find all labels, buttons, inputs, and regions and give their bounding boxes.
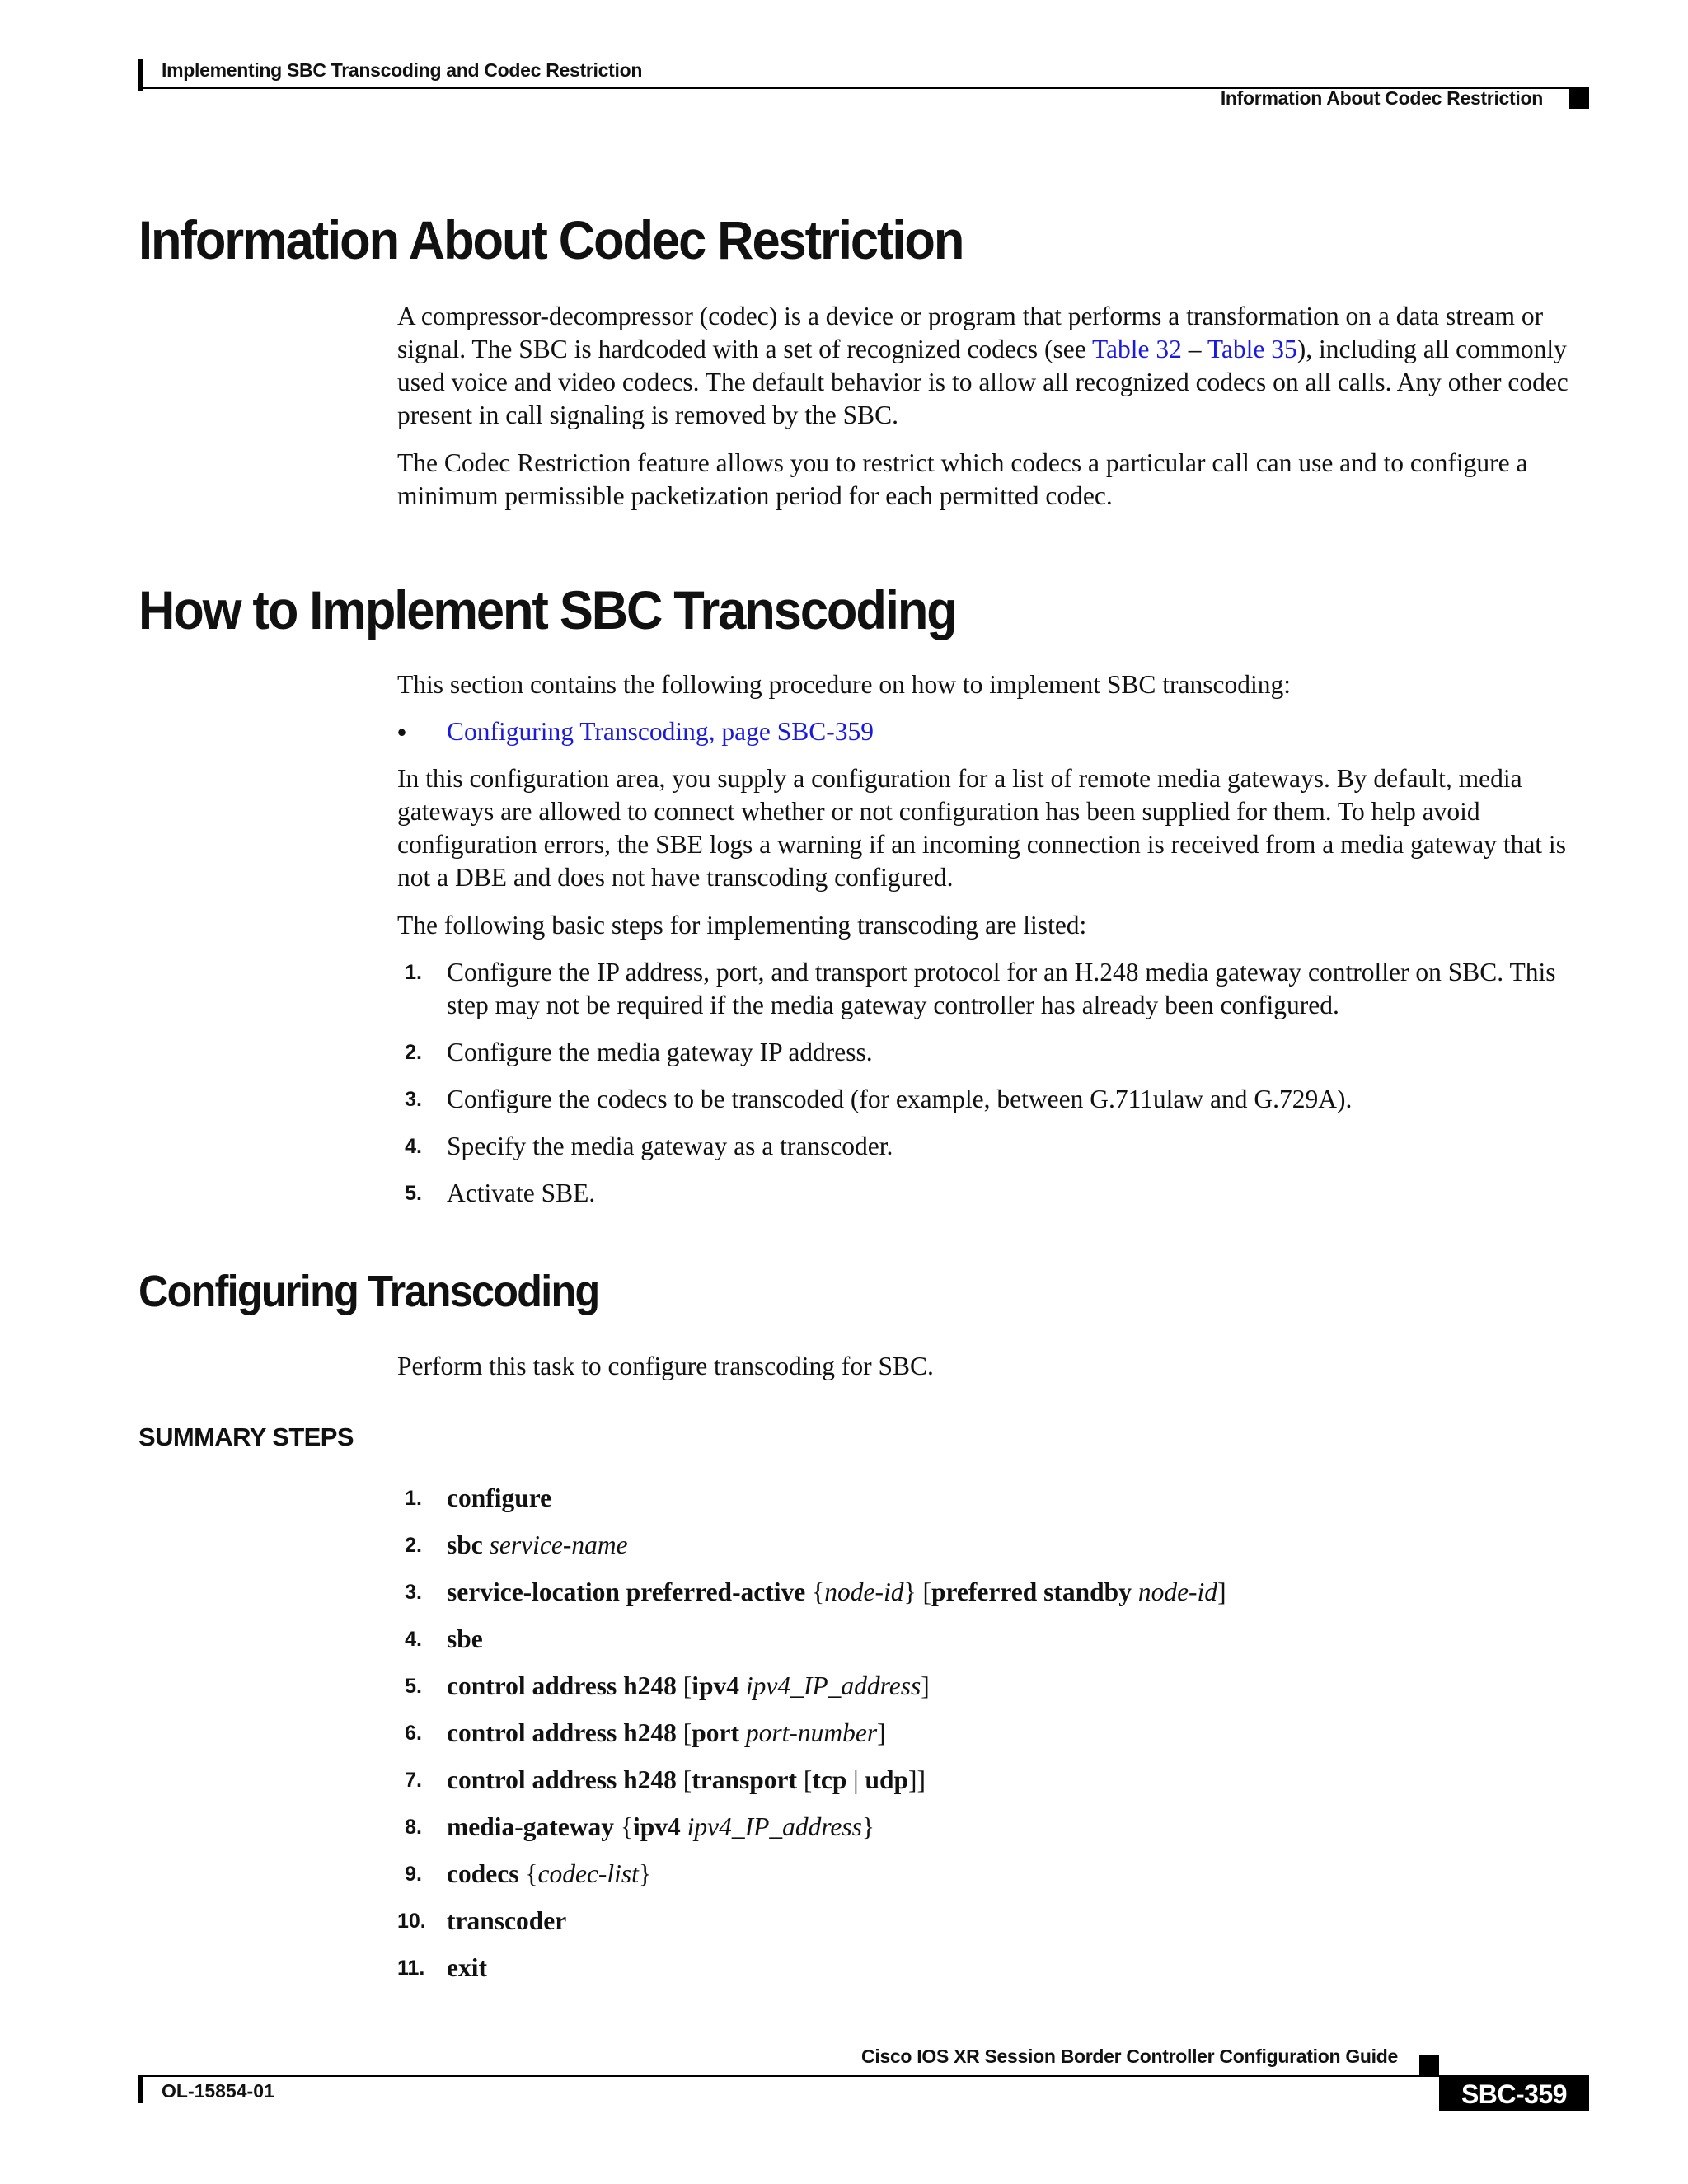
summary-step-number: 5. [405, 1675, 422, 1698]
command-syntax: ]] [908, 1765, 926, 1794]
codec-paragraph-2: The Codec Restriction feature allows you to restrict which codecs a particular call can use and to configure a minimum permissible packetization period for each permitted codec. [397, 448, 1528, 510]
command-keyword: sbe [447, 1624, 483, 1653]
codec-p1-dash: – [1181, 335, 1207, 363]
basic-step-2 [397, 1036, 1592, 1069]
command-argument: service-name [489, 1530, 628, 1559]
summary-step-command [447, 1952, 487, 1985]
command-keyword: control address h248 [447, 1765, 677, 1794]
step-number: 5. [405, 1182, 422, 1205]
command-argument: node-id [1137, 1577, 1218, 1606]
heading-implement-transcoding: How to Implement SBC Transcoding [138, 579, 956, 640]
summary-step-number: 11. [397, 1957, 425, 1980]
command-syntax: ] [921, 1671, 930, 1700]
footer-page-number: SBC-359 [1439, 2077, 1589, 2111]
command-argument: port-number [745, 1718, 878, 1747]
summary-step-command [447, 1670, 930, 1703]
summary-step-command [447, 1811, 874, 1844]
command-syntax: } [861, 1812, 875, 1841]
command-syntax [681, 1812, 687, 1841]
basic-step-4 [397, 1130, 1592, 1163]
summary-step-command [447, 1858, 651, 1891]
summary-step-number: 1. [405, 1487, 422, 1510]
footer-square-marker [1419, 2055, 1439, 2075]
footer-left-bar [138, 2075, 143, 2103]
step-number: 3. [405, 1088, 422, 1111]
summary-step-number: 2. [405, 1534, 422, 1557]
command-syntax: [ [676, 1671, 692, 1700]
command-syntax: [ [676, 1765, 692, 1794]
command-syntax [739, 1718, 746, 1747]
step-number: 1. [405, 961, 422, 984]
summary-step-command [447, 1529, 628, 1562]
footer-guide-title: Cisco IOS XR Session Border Controller Configuration Guide [861, 2046, 1398, 2067]
transcoding-config-paragraph: In this configuration area, you supply a configuration for a list of remote media gateways. By default, media gateways are allowed to connect whether or not configuration has been supplied for them. To help avoid configuration errors, the SBE logs a warning if an incoming connection is received from a media gateway that is not a DBE and does not have transcoding configured. [397, 764, 1566, 892]
summary-step-command [447, 1905, 566, 1938]
summary-step-number: 4. [405, 1628, 422, 1651]
command-keyword: transport [692, 1765, 797, 1794]
header-left-bar [138, 59, 143, 91]
basic-step-5 [397, 1177, 1592, 1210]
command-keyword: ipv4 [632, 1812, 681, 1841]
summary-step-command [447, 1623, 483, 1656]
summary-step-number: 9. [405, 1863, 422, 1886]
summary-step-number: 3. [405, 1581, 422, 1604]
command-keyword: codecs [447, 1859, 519, 1888]
command-syntax: { [518, 1859, 538, 1888]
command-keyword: configure [447, 1483, 552, 1512]
summary-step-number: 6. [405, 1722, 422, 1745]
command-keyword: tcp [812, 1765, 847, 1794]
step-text: Configure the media gateway IP address. [447, 1038, 873, 1066]
command-keyword: udp [865, 1765, 908, 1794]
configuring-intro: Perform this task to configure transcoding for SBC. [397, 1352, 934, 1380]
command-syntax: } [ [903, 1577, 931, 1606]
summary-step-command [447, 1717, 886, 1750]
step-number: 4. [405, 1135, 422, 1158]
command-syntax: } [638, 1859, 652, 1888]
transcoding-intro: This section contains the following procedure on how to implement SBC transcoding: [397, 670, 1291, 699]
summary-steps-heading: SUMMARY STEPS [138, 1422, 354, 1451]
command-keyword: control address h248 [447, 1671, 677, 1700]
header-section-title: Information About Codec Restriction [1220, 87, 1543, 109]
bullet-dot: • [397, 717, 407, 747]
command-keyword: transcoder [447, 1906, 567, 1935]
codec-p1-text-b: ), including all commonly used voice and video codecs. The default behavior is to allow all recognized codecs on all calls. Any other codec present in call signaling is removed by the SBC. [397, 335, 1568, 429]
step-text: Specify the media gateway as a transcoder. [447, 1132, 893, 1160]
step-text: Configure the codecs to be transcoded (for example, between G.711ulaw and G.729A). [447, 1085, 1353, 1113]
header-chapter-title: Implementing SBC Transcoding and Codec Restriction [162, 59, 643, 81]
command-keyword: control address h248 [447, 1718, 677, 1747]
command-keyword: ipv4 [692, 1671, 740, 1700]
command-keyword: sbc [447, 1530, 483, 1559]
command-argument: ipv4_IP_address [745, 1671, 921, 1700]
footer-rule [138, 2075, 1589, 2077]
command-argument: ipv4_IP_address [687, 1812, 862, 1841]
step-text: Activate SBE. [447, 1179, 596, 1207]
command-syntax [739, 1671, 746, 1700]
link-configuring-transcoding[interactable]: Configuring Transcoding, page SBC-359 [447, 717, 874, 746]
summary-step-number: 8. [405, 1816, 422, 1839]
codec-paragraph-1 [397, 300, 1592, 432]
summary-step-command [447, 1576, 1226, 1609]
link-table-32[interactable]: Table 32 [1091, 335, 1182, 363]
command-keyword: exit [447, 1953, 487, 1982]
step-number: 2. [405, 1041, 422, 1064]
heading-configuring-transcoding: Configuring Transcoding [138, 1267, 599, 1316]
footer-document-id: OL-15854-01 [162, 2080, 274, 2102]
header-square-marker [1569, 89, 1589, 109]
command-argument: node-id [824, 1577, 904, 1606]
basic-step-1 [397, 956, 1592, 1022]
command-syntax: [ [676, 1718, 692, 1747]
summary-step-command [447, 1482, 551, 1515]
basic-step-3 [397, 1083, 1592, 1116]
command-syntax [483, 1530, 490, 1559]
command-syntax: [ [797, 1765, 813, 1794]
heading-codec-restriction: Information About Codec Restriction [138, 209, 964, 270]
link-table-35[interactable]: Table 35 [1207, 335, 1297, 363]
command-syntax: | [846, 1765, 865, 1794]
command-syntax: { [613, 1812, 633, 1841]
summary-step-command [447, 1764, 926, 1797]
command-syntax [1132, 1577, 1138, 1606]
summary-step-number: 7. [405, 1769, 422, 1792]
command-syntax: { [805, 1577, 825, 1606]
step-text: Configure the IP address, port, and transport protocol for an H.248 media gateway controller on SBC. This step may not be required if the media gateway controller has already been configured. [447, 958, 1556, 1019]
command-argument: codec-list [537, 1859, 639, 1888]
command-keyword: media-gateway [447, 1812, 614, 1841]
summary-step-number: 10. [397, 1910, 426, 1933]
command-syntax: ] [877, 1718, 886, 1747]
command-syntax: ] [1217, 1577, 1226, 1606]
command-keyword: service-location preferred-active [447, 1577, 806, 1606]
codec-p1-text-a: A compressor-decompressor (codec) is a device or program that performs a transformation on a data stream or signal. The SBC is hardcoded with a set of recognized codecs (see [397, 302, 1544, 363]
transcoding-steps-intro: The following basic steps for implementing transcoding are listed: [397, 911, 1087, 940]
command-keyword: preferred standby [931, 1577, 1132, 1606]
command-keyword: port [692, 1718, 739, 1747]
